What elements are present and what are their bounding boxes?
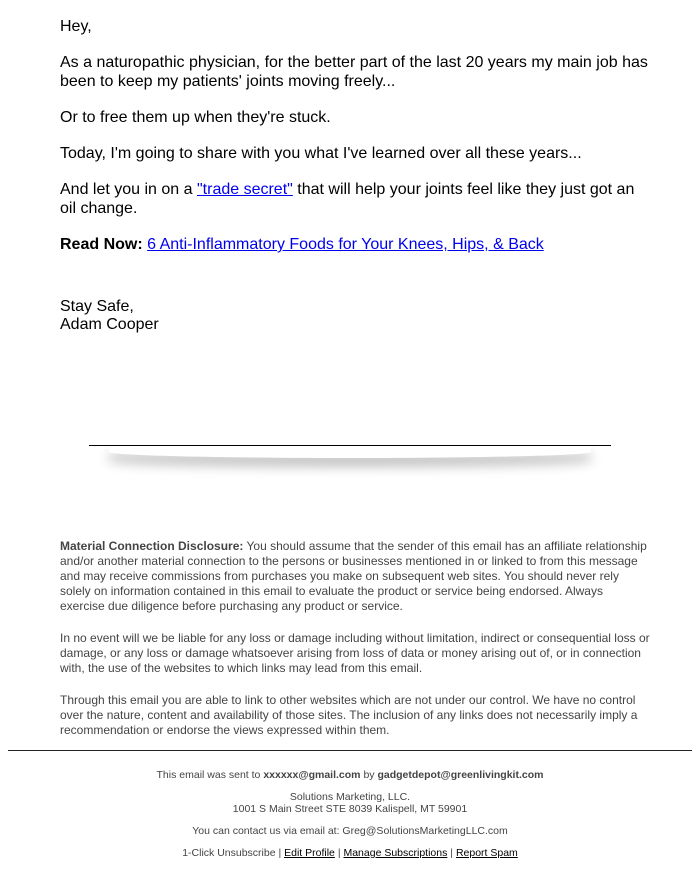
disclosure-text-1: You should assume that the sender of this email has an affiliate relationship and/or another material connection to the persons or businesses mentioned in or linked to from this message and may receive commissions from purchases you make on subsequent web sites. You should never rely solely on information contained in this email to evaluate the product or service being endorsed. Always exercise due diligence before purchasing any product or service.: [60, 539, 647, 613]
report-spam-link[interactable]: Report Spam: [455, 847, 518, 859]
greeting: Hey,: [60, 18, 92, 35]
trade-secret-text-before: And let you in on a: [60, 181, 197, 198]
email-body: [60, 17, 650, 334]
recipient-email: xxxxxx@gmail.com: [263, 769, 361, 781]
unsubscribe-text: 1-Click Unsubscribe: [182, 847, 276, 859]
company-address-block: [0, 791, 700, 815]
trade-secret-link[interactable]: "trade secret": [196, 181, 293, 198]
manage-subscriptions-link[interactable]: Manage Subscriptions: [343, 847, 448, 859]
company-address: 1001 S Main Street STE 8039 Kalispell, MT 59901: [232, 803, 468, 815]
divider-shadow: [109, 446, 591, 458]
disclosure-paragraph-1: [60, 539, 650, 614]
free-them-paragraph: Or to free them up when they're stuck.: [60, 109, 331, 126]
signoff-block: [60, 298, 650, 334]
read-now-line: [60, 235, 650, 254]
link-separator: |: [275, 847, 285, 859]
link-separator: |: [334, 847, 344, 859]
company-name: Solutions Marketing, LLC.: [289, 791, 411, 803]
email-footer: [0, 769, 700, 869]
disclosure-title: Material Connection Disclosure:: [60, 539, 244, 553]
sent-to-prefix: This email was sent to: [156, 769, 264, 781]
sent-by-word: by: [360, 769, 378, 781]
sender-name: Adam Cooper: [60, 316, 159, 333]
read-now-label: Read Now:: [60, 236, 143, 253]
footer-divider: [8, 750, 692, 751]
trade-secret-text-after: that will help your joints feel like they just got an oil change.: [60, 181, 635, 217]
signoff: Stay Safe,: [60, 298, 134, 315]
shadow-divider: [89, 445, 611, 475]
edit-profile-link[interactable]: Edit Profile: [284, 847, 335, 859]
contact-line: You can contact us via email at: Greg@SolutionsMarketingLLC.com: [192, 825, 508, 837]
share-paragraph: Today, I'm going to share with you what I've learned over all these years...: [60, 145, 582, 162]
link-separator: |: [447, 847, 456, 859]
disclosure-paragraph-2: In no event will we be liable for any loss or damage including without limitation, indirect or consequential loss or damage, or any loss or damage whatsoever arising from loss of data or money arising out of, or in connection with, the use of the websites to which links may lead from this email.: [60, 631, 650, 675]
footer-links: [0, 847, 700, 859]
trade-secret-paragraph: [60, 180, 650, 218]
intro-paragraph: As a naturopathic physician, for the better part of the last 20 years my main job has been to keep my patients' joints moving freely...: [60, 54, 648, 90]
disclosure-paragraph-3: Through this email you are able to link to other websites which are not under our control. We have no control over the nature, content and availability of those sites. The inclusion of any links does not necessarily imply a recommendation or endorse the views expressed within them.: [60, 693, 638, 737]
disclosure-section: [60, 539, 650, 755]
sender-email: gadgetdepot@greenlivingkit.com: [377, 769, 544, 781]
sent-to-line: [0, 769, 700, 781]
read-now-link[interactable]: 6 Anti-Inflammatory Foods for Your Knees, Hips, & Back: [147, 236, 544, 253]
